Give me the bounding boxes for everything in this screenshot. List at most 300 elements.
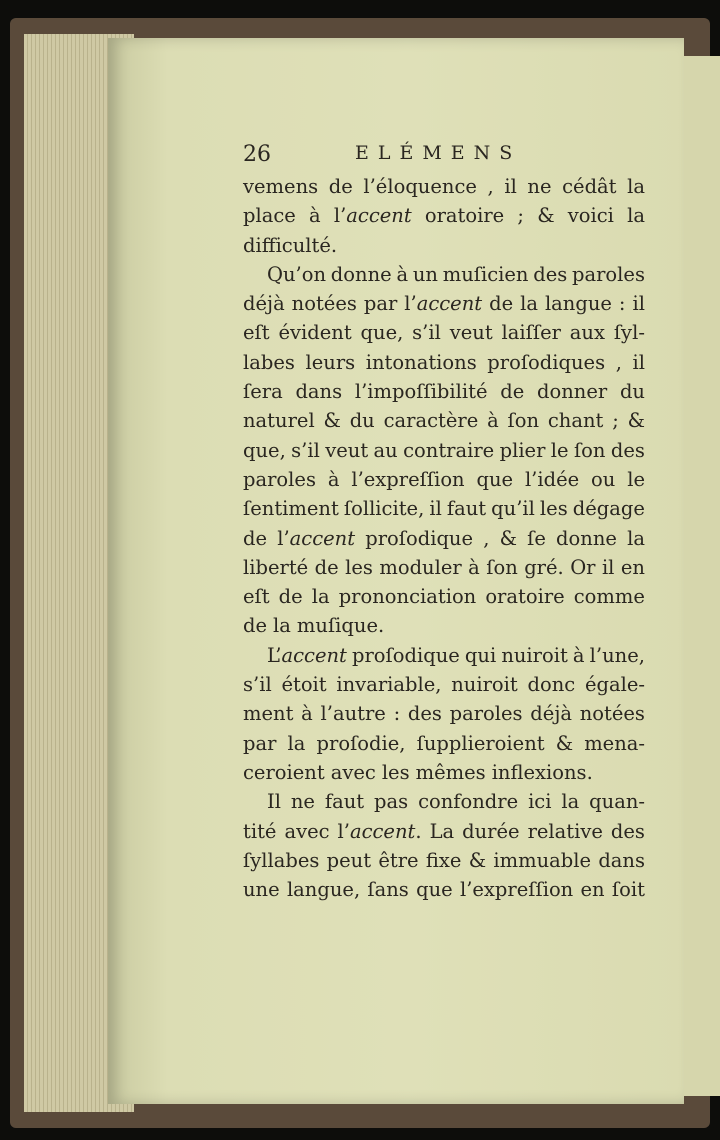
word-part: L’ <box>267 643 282 667</box>
word-part: donc <box>527 673 576 697</box>
word <box>403 436 494 465</box>
text-line <box>243 875 645 904</box>
word-part: le <box>550 438 569 462</box>
word <box>528 817 603 846</box>
word <box>243 524 267 553</box>
word-part: durée <box>462 819 520 843</box>
word <box>568 201 614 230</box>
word <box>295 377 342 406</box>
word <box>614 318 645 347</box>
word <box>524 553 564 582</box>
word <box>501 641 568 670</box>
word-part: de <box>489 292 514 316</box>
italic-word: accent <box>416 292 483 316</box>
word-part: des <box>610 438 645 462</box>
word <box>616 348 622 377</box>
word <box>243 611 267 640</box>
word-part: ſon <box>507 409 540 433</box>
word <box>417 729 545 758</box>
word-part: l’ <box>277 526 290 550</box>
word <box>611 817 645 846</box>
word <box>443 260 529 289</box>
word-part: qu’il <box>491 497 535 521</box>
word <box>633 348 645 377</box>
word-part: la <box>520 292 538 316</box>
word-part: l’autre <box>320 702 386 726</box>
word <box>243 817 276 846</box>
word <box>533 260 567 289</box>
word <box>627 201 645 230</box>
word-part: au <box>373 438 398 462</box>
word-part: caractère <box>383 409 479 433</box>
word-part: veut <box>449 321 493 345</box>
word-part: : <box>393 702 401 726</box>
text-line <box>243 289 645 318</box>
word-part: l’éloquence <box>363 175 477 198</box>
word-part: confondre <box>418 790 519 814</box>
word-part: s’il <box>412 321 441 345</box>
word-part: , <box>487 175 494 198</box>
word-part: leurs <box>305 350 356 374</box>
word <box>632 289 644 318</box>
word-part: oratoire <box>424 204 505 228</box>
text-line <box>243 553 645 582</box>
word <box>309 201 321 230</box>
word-part: mêmes <box>415 760 486 784</box>
word-part: ici <box>528 790 552 814</box>
word <box>243 172 318 201</box>
word-part: paroles <box>243 467 316 491</box>
word-part: difficulté. <box>243 233 338 257</box>
text-line <box>243 699 645 728</box>
word <box>527 670 575 699</box>
word-part: Or <box>570 555 596 579</box>
word <box>426 846 462 875</box>
word <box>413 260 438 289</box>
word <box>621 553 645 582</box>
word-part: à <box>487 409 499 433</box>
word <box>487 406 499 435</box>
word <box>537 377 607 406</box>
word <box>243 436 286 465</box>
word <box>620 377 645 406</box>
word-part: Il <box>267 790 281 814</box>
word <box>374 436 398 465</box>
word <box>537 201 554 230</box>
word-part: la <box>273 614 291 638</box>
page-text <box>243 140 645 904</box>
word <box>612 406 619 435</box>
word-part: l’idée <box>524 467 580 491</box>
text-line <box>243 817 645 846</box>
word-part: étoit <box>281 673 327 697</box>
text-line <box>243 406 645 435</box>
word-part: ; <box>517 204 524 228</box>
word <box>292 289 357 318</box>
word <box>556 729 573 758</box>
word-part: langue <box>544 292 612 316</box>
word-part: l’ <box>333 204 347 228</box>
word-part: à <box>468 555 480 579</box>
word <box>611 436 645 465</box>
word <box>487 348 605 377</box>
word-part: pas <box>374 790 409 814</box>
word-part: l’impoſſibilité <box>354 380 488 404</box>
word-part: place <box>243 204 296 228</box>
word <box>331 758 376 787</box>
word <box>627 465 645 494</box>
word <box>243 289 285 318</box>
word-part: , <box>483 526 490 550</box>
italic-word: accent <box>349 819 416 843</box>
word <box>488 172 494 201</box>
word <box>492 758 593 787</box>
word <box>334 201 412 230</box>
page-number: 26 <box>243 142 271 167</box>
word <box>602 553 614 582</box>
text-line <box>243 465 645 494</box>
word <box>573 641 585 670</box>
word-part: à <box>572 643 585 667</box>
word <box>404 289 482 318</box>
word-part: il <box>504 175 517 198</box>
word <box>288 729 306 758</box>
word <box>418 787 518 816</box>
word <box>351 465 464 494</box>
word <box>468 553 480 582</box>
word <box>306 348 356 377</box>
page-header <box>243 140 645 172</box>
word-part: proſodique <box>352 643 460 667</box>
word <box>243 406 315 435</box>
word <box>327 846 371 875</box>
word <box>572 260 645 289</box>
word <box>469 846 486 875</box>
word <box>291 436 320 465</box>
italic-word: accent <box>281 643 347 667</box>
word <box>500 524 517 553</box>
word <box>570 553 595 582</box>
word <box>408 699 442 728</box>
word-part: la <box>627 204 645 228</box>
word-part: de <box>314 555 339 579</box>
word <box>545 289 612 318</box>
word <box>243 846 319 875</box>
word-part: & <box>468 848 487 872</box>
word-part: nuiroit <box>501 643 568 667</box>
word-part: déjà <box>530 702 572 726</box>
word <box>500 377 524 406</box>
word-part: l’expreſſion <box>351 467 465 491</box>
word-part: gré. <box>524 555 564 579</box>
word <box>396 260 408 289</box>
word <box>331 260 392 289</box>
word-part: fixe <box>425 848 462 872</box>
word <box>562 172 616 201</box>
word-part: ſon <box>573 438 606 462</box>
word-part: ſans <box>367 878 409 902</box>
word-part: une <box>243 878 280 902</box>
word <box>589 787 645 816</box>
word <box>584 729 645 758</box>
word <box>378 846 418 875</box>
text-line <box>243 172 645 201</box>
word-part: immuable <box>493 848 592 872</box>
word <box>329 172 353 201</box>
word <box>287 875 360 904</box>
word-part: relative <box>527 819 603 843</box>
word <box>243 758 325 787</box>
word-part: l’une, <box>589 643 645 667</box>
word-part: invariable, <box>336 673 442 697</box>
text-line <box>243 611 645 640</box>
word-part: moduler <box>379 555 462 579</box>
word-part: ne <box>527 175 552 198</box>
word-part: eſt <box>243 321 270 345</box>
word-part: à <box>301 702 313 726</box>
word-part: de <box>243 526 268 550</box>
word <box>243 377 283 406</box>
word <box>284 817 329 846</box>
text-line <box>243 729 645 758</box>
word <box>598 846 645 875</box>
word <box>574 436 606 465</box>
word <box>243 670 272 699</box>
word <box>315 553 339 582</box>
text-line <box>243 582 645 611</box>
word <box>350 406 375 435</box>
word-part: liberté <box>243 555 309 579</box>
word-part: . <box>415 819 422 843</box>
word <box>520 289 538 318</box>
word <box>278 318 351 347</box>
text-line <box>243 670 645 699</box>
word-part: en <box>580 878 605 902</box>
word <box>336 670 441 699</box>
text-line <box>243 231 645 260</box>
word <box>279 582 303 611</box>
word <box>243 231 337 260</box>
word-part: l’ <box>404 292 417 316</box>
word-part: proſodiques <box>487 350 606 374</box>
word <box>243 729 276 758</box>
word-part: du <box>349 409 375 433</box>
word <box>301 699 313 728</box>
word <box>291 787 315 816</box>
word-part: dans <box>598 848 645 872</box>
word <box>365 524 473 553</box>
word-part: & <box>627 409 645 433</box>
word-part: ne <box>290 790 315 814</box>
word <box>328 465 340 494</box>
word <box>450 318 493 347</box>
word-part: chant <box>547 409 604 433</box>
word-part: de <box>328 175 353 198</box>
italic-word: accent <box>346 204 412 228</box>
word-part: en <box>620 555 645 579</box>
word <box>243 318 270 347</box>
word-part: peut <box>326 848 372 872</box>
word-part: intonations <box>365 350 477 374</box>
word <box>556 524 617 553</box>
word-part: quan- <box>589 790 645 814</box>
word <box>243 348 295 377</box>
word-part: dégage <box>572 497 645 521</box>
word-part: égale- <box>584 673 645 697</box>
word-part: l’ <box>337 819 350 843</box>
text-line <box>243 846 645 875</box>
word-part: labes <box>243 350 295 374</box>
word <box>325 787 364 816</box>
word-part: & <box>499 526 517 550</box>
word-part: la <box>627 175 645 198</box>
word-part: il <box>601 555 615 579</box>
word-part: ſyl- <box>613 321 645 345</box>
word <box>267 641 347 670</box>
word <box>361 318 404 347</box>
word <box>528 787 551 816</box>
word-part: s’il <box>243 673 272 697</box>
word-part: évident <box>278 321 352 345</box>
word <box>590 641 645 670</box>
text-line <box>243 318 645 347</box>
word-part: des <box>533 262 568 286</box>
word-part: la <box>627 526 645 550</box>
word <box>339 582 477 611</box>
word <box>527 172 551 201</box>
word-part: comme <box>573 585 645 609</box>
word-part: naturel <box>243 409 315 433</box>
word <box>416 875 453 904</box>
word-part: ceroient <box>243 760 325 784</box>
word <box>527 524 546 553</box>
word-part: laiſſer <box>501 321 561 345</box>
word-part: à <box>396 262 409 286</box>
word-part: il <box>632 350 645 374</box>
text-line <box>243 201 645 230</box>
running-head: ELÉMENS <box>355 142 522 164</box>
word-part: des <box>610 819 645 843</box>
word <box>374 787 408 816</box>
word-part: dans <box>295 380 343 404</box>
word <box>297 611 384 640</box>
word-part: de <box>278 585 303 609</box>
word-part: eſt <box>243 585 270 609</box>
word <box>540 494 568 523</box>
word-part: ſyllabes <box>243 848 320 872</box>
text-line <box>243 494 645 523</box>
word <box>416 758 486 787</box>
word-part: les <box>345 555 373 579</box>
text-line <box>243 377 645 406</box>
text-line <box>243 641 645 670</box>
word-part: tité <box>243 819 277 843</box>
word <box>548 406 604 435</box>
word-part: vemens <box>243 175 319 198</box>
word <box>317 729 406 758</box>
word-part: Qu’on <box>267 262 327 286</box>
text-line <box>243 758 645 787</box>
word-part: ou <box>591 467 616 491</box>
word-part: être <box>378 848 419 872</box>
body-text <box>243 172 645 904</box>
word <box>502 318 561 347</box>
word-part: ſe <box>527 526 546 550</box>
word-part: ; <box>612 409 619 433</box>
word-part: déjà <box>243 292 285 316</box>
word <box>366 348 477 377</box>
word-part: ſollicite, <box>343 497 425 521</box>
word <box>508 406 540 435</box>
word <box>483 524 489 553</box>
word <box>462 817 519 846</box>
word-part: ſentiment <box>243 497 339 521</box>
word-part: donne <box>556 526 617 550</box>
word <box>281 670 326 699</box>
word <box>355 377 488 406</box>
word <box>243 699 293 728</box>
word-part: à <box>309 204 321 228</box>
word <box>324 406 341 435</box>
word <box>627 524 645 553</box>
word-part: faut <box>446 497 487 521</box>
text-line <box>243 787 645 816</box>
word <box>394 699 401 728</box>
word-part: à <box>327 467 340 491</box>
word <box>352 641 460 670</box>
word-part: ſupplieroient <box>416 731 545 755</box>
word <box>451 670 518 699</box>
word <box>321 699 386 728</box>
word-part: proſodique <box>365 526 474 550</box>
word-part: la <box>287 731 306 755</box>
word-part: donne <box>330 262 392 286</box>
word-part: donner <box>537 380 608 404</box>
word <box>612 875 645 904</box>
word-part: des <box>407 702 442 726</box>
word-part: la <box>311 585 330 609</box>
word-part: notées <box>579 702 645 726</box>
word <box>460 875 573 904</box>
word-part: proſodie, <box>316 731 406 755</box>
word <box>345 553 373 582</box>
word-part: il <box>429 497 442 521</box>
text-line <box>243 260 645 289</box>
word <box>344 494 424 523</box>
word-part: par <box>243 731 277 755</box>
word-part: ſon <box>486 555 518 579</box>
word-part: un <box>412 262 438 286</box>
word-part: contraire <box>403 438 495 462</box>
word <box>628 406 645 435</box>
text-line <box>243 436 645 465</box>
word <box>570 318 605 347</box>
word <box>476 465 513 494</box>
word <box>277 524 355 553</box>
word-part: ſoit <box>611 878 645 902</box>
word <box>551 436 569 465</box>
word-part: par <box>363 292 398 316</box>
word <box>243 582 270 611</box>
word-part: plier <box>499 438 546 462</box>
word <box>243 465 316 494</box>
word-part: paroles <box>572 262 645 286</box>
word-part: le <box>627 467 645 491</box>
word <box>585 670 645 699</box>
word <box>573 494 645 523</box>
word <box>363 172 477 201</box>
word <box>267 260 326 289</box>
